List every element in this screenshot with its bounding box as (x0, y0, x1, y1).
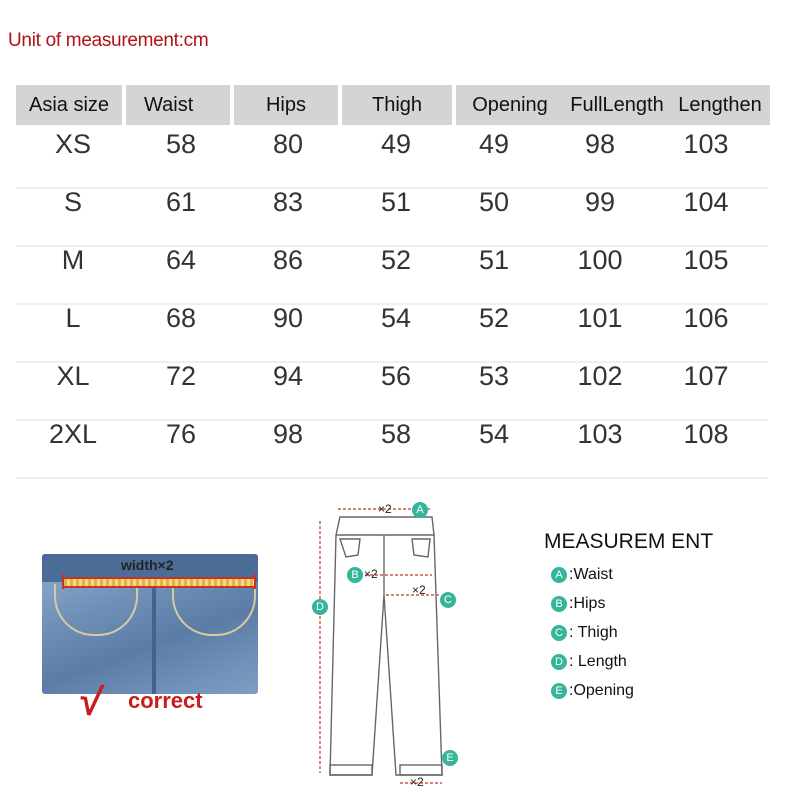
value-cell: 108 (683, 419, 729, 449)
width-x2-label: width×2 (121, 557, 174, 573)
value-cell: 49 (478, 129, 510, 159)
pants-diagram (300, 495, 470, 795)
legend-text: :Hips (569, 595, 606, 612)
size-cell: L (65, 303, 81, 333)
value-cell: 107 (683, 361, 729, 391)
checkmark-icon: √ (77, 678, 105, 726)
value-cell: 104 (683, 187, 729, 217)
size-cell: S (63, 187, 82, 217)
waist-x2-label: ×2 (378, 502, 392, 516)
value-cell: 105 (683, 245, 729, 275)
header-opening: Opening (456, 85, 564, 125)
legend-text: :Opening (569, 682, 634, 699)
hips-x2-label: ×2 (364, 567, 378, 581)
legend-text: : Thigh (569, 624, 618, 641)
value-cell: 50 (478, 187, 510, 217)
value-cell: 49 (380, 129, 412, 159)
value-cell: 83 (272, 187, 304, 217)
legend-badge: E (551, 683, 567, 699)
header-thigh: Thigh (342, 85, 452, 125)
correct-label: correct (128, 688, 203, 713)
size-cell: M (61, 245, 85, 275)
value-cell: 80 (272, 129, 304, 159)
legend-badge: C (551, 625, 567, 641)
value-cell: 51 (478, 245, 510, 275)
value-cell: 94 (272, 361, 304, 391)
value-cell: 64 (165, 245, 197, 275)
size-cell: XS (54, 129, 92, 159)
value-cell: 52 (478, 303, 510, 333)
header-lengthen: Lengthen (670, 85, 770, 125)
legend-item (551, 595, 605, 613)
jeans-left-pocket (54, 584, 138, 636)
legend-badge: D (551, 654, 567, 670)
legend-item (551, 624, 618, 642)
legend-text: : Length (569, 653, 627, 670)
value-cell: 102 (577, 361, 623, 391)
badge-c: C (440, 592, 456, 608)
header-asia-size: Asia size (16, 85, 122, 125)
jeans-fly-seam (152, 582, 156, 694)
value-cell: 51 (380, 187, 412, 217)
badge-a: A (412, 502, 428, 518)
value-cell: 52 (380, 245, 412, 275)
jeans-right-pocket (172, 584, 256, 636)
opening-x2-label: ×2 (410, 775, 424, 789)
header-full-length: FullLength (564, 85, 670, 125)
value-cell: 99 (584, 187, 616, 217)
legend-item (551, 682, 634, 700)
measuring-tape (64, 577, 254, 588)
legend-text: :Waist (569, 566, 613, 583)
value-cell: 86 (272, 245, 304, 275)
value-cell: 101 (577, 303, 623, 333)
value-cell: 103 (683, 129, 729, 159)
legend-badge: A (551, 567, 567, 583)
badge-d: D (312, 599, 328, 615)
value-cell: 98 (272, 419, 304, 449)
value-cell: 68 (165, 303, 197, 333)
value-cell: 54 (380, 303, 412, 333)
legend-item (551, 566, 613, 584)
pants-outline (300, 495, 470, 795)
badge-e: E (442, 750, 458, 766)
unit-of-measurement: Unit of measurement:cm (8, 30, 209, 51)
value-cell: 106 (683, 303, 729, 333)
header-waist (126, 85, 230, 125)
value-cell: 72 (165, 361, 197, 391)
value-cell: 90 (272, 303, 304, 333)
legend-badge: B (551, 596, 567, 612)
table-row-divider (16, 477, 768, 479)
size-cell: 2XL (48, 419, 98, 449)
value-cell: 61 (165, 187, 197, 217)
value-cell: 98 (584, 129, 616, 159)
value-cell: 58 (380, 419, 412, 449)
size-cell: XL (56, 361, 90, 391)
badge-b: B (347, 567, 363, 583)
measurement-title: MEASUREM ENT (544, 530, 714, 553)
thigh-x2-label: ×2 (412, 583, 426, 597)
value-cell: 54 (478, 419, 510, 449)
header-hips: Hips (234, 85, 338, 125)
value-cell: 103 (577, 419, 623, 449)
value-cell: 76 (165, 419, 197, 449)
value-cell: 58 (165, 129, 197, 159)
value-cell: 56 (380, 361, 412, 391)
jeans-waist-photo (42, 554, 258, 694)
legend-item (551, 653, 627, 671)
value-cell: 100 (577, 245, 623, 275)
value-cell: 53 (478, 361, 510, 391)
header-waist-label: Waist (144, 93, 194, 116)
